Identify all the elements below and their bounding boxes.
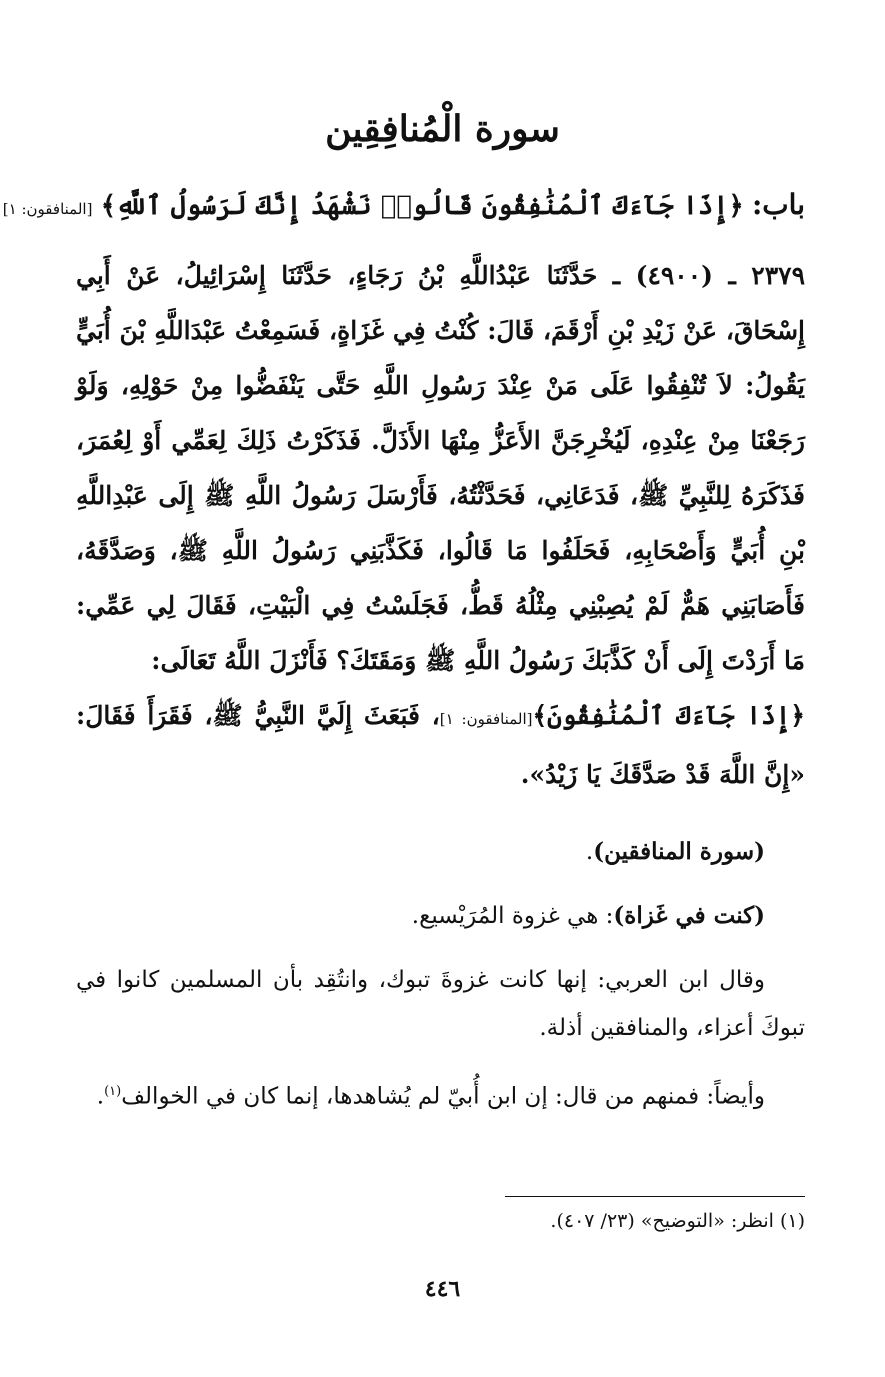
commentary-text: وأيضاً: فمنهم من قال: إن ابن أُبيّ لم يُشاهدها، إنما كان في الخوالف	[121, 1083, 765, 1110]
commentary-paragraph	[76, 828, 805, 876]
commentary-paragraph	[76, 892, 805, 940]
footnote: (١) انظر: «التوضيح» (٢٣/ ٤٠٧).	[550, 1210, 805, 1232]
chapter-ayah: ﴿إِذَا جَآءَكَ ٱلْمُنَٰفِقُونَ قَالُوا۟ نَشْهَدُ إِنَّكَ لَرَسُولُ ٱللَّهِ﴾	[100, 191, 744, 221]
hadith-body: ٢٣٧٩ ـ (٤٩٠٠) ـ حَدَّثَنَا عَبْدُاللَّهِ بْنُ رَجَاءٍ، حَدَّثَنَا إِسْرَائِيلُ، عَنْ أَبِي إِسْحَاقَ، عَنْ زَيْدِ بْنِ أَرْقَمَ، قَالَ: كُنْتُ فِي غَزَاةٍ، فَسَمِعْتُ عَبْدَاللَّهِ بْنَ أُبَيٍّ يَقُولُ: لاَ تُنْفِقُوا عَلَى مَنْ عِنْدَ رَسُولِ اللَّهِ حَتَّى يَنْفَضُّوا مِنْ حَوْلِهِ، وَلَوْ رَجَعْنَا مِنْ عِنْدِهِ، لَيُخْرِجَنَّ الأَعَزُّ مِنْهَا الأَذَلَّ. فَذَكَرْتُ ذَلِكَ لِعَمِّي أَوْ لِعُمَرَ، فَذَكَرَهُ لِلنَّبِيِّ ﷺ، فَدَعَانِي، فَحَدَّثْتُهُ، فَأَرْسَلَ رَسُولُ اللَّهِ ﷺ إِلَى عَبْدِاللَّهِ بْنِ أُبَيٍّ وَأَصْحَابِهِ، فَحَلَفُوا مَا قَالُوا، فَكَذَّبَنِي رَسُولُ اللَّهِ ﷺ، وَصَدَّقَهُ، فَأَصَابَنِي هَمٌّ لَمْ يُصِبْنِي مِثْلُهُ قَطُّ، فَجَلَسْتُ فِي الْبَيْتِ، فَقَالَ لِي عَمِّي: مَا أَرَدْتَ إِلَى أَنْ كَذَّبَكَ رَسُولُ اللَّهِ ﷺ وَمَقَتَكَ؟ فَأَنْزَلَ اللَّهُ تَعَالَى:	[76, 261, 805, 675]
chapter-label: باب:	[751, 188, 805, 221]
chapter-heading	[2, 188, 805, 221]
commentary-text: .	[585, 839, 594, 865]
chapter-ayah-reference: [المنافقون: ١]	[2, 200, 93, 218]
surah-title: سورة الْمُنافِقِين	[325, 108, 560, 150]
hadith-ayah-reference: [المنافقون: ١]	[439, 710, 533, 728]
footnote-divider	[505, 1196, 805, 1197]
commentary-text: .	[96, 1083, 105, 1110]
commentary-text: : هي غزوة المُرَيْسيع.	[411, 903, 614, 929]
footnote-marker: (١)	[104, 1084, 122, 1099]
hadith-ending: ، فَبَعَثَ إِلَيَّ النَّبِيُّ ﷺ، فَقَرَأَ فَقَالَ: «إِنَّ اللَّهَ قَدْ صَدَّقَكَ يَا زَيْدُ».	[76, 701, 805, 789]
commentary-paragraph	[76, 1068, 805, 1121]
hadith-text	[76, 248, 805, 802]
commentary	[76, 828, 805, 1137]
page-number: ٤٤٦	[424, 1276, 461, 1302]
commentary-lemma: (كنت في غَزاة)	[613, 902, 765, 929]
commentary-lemma: (سورة المنافقين)	[593, 838, 765, 865]
hadith-ayah: ﴿إِذَا جَآءَكَ ٱلْمُنَٰفِقُونَ﴾	[532, 701, 806, 730]
commentary-paragraph: وقال ابن العربي: إنها كانت غزوةَ تبوك، وانتُقِد بأن المسلمين كانوا في تبوكَ أعزاء، والمنافقين أذلة.	[76, 967, 805, 1041]
